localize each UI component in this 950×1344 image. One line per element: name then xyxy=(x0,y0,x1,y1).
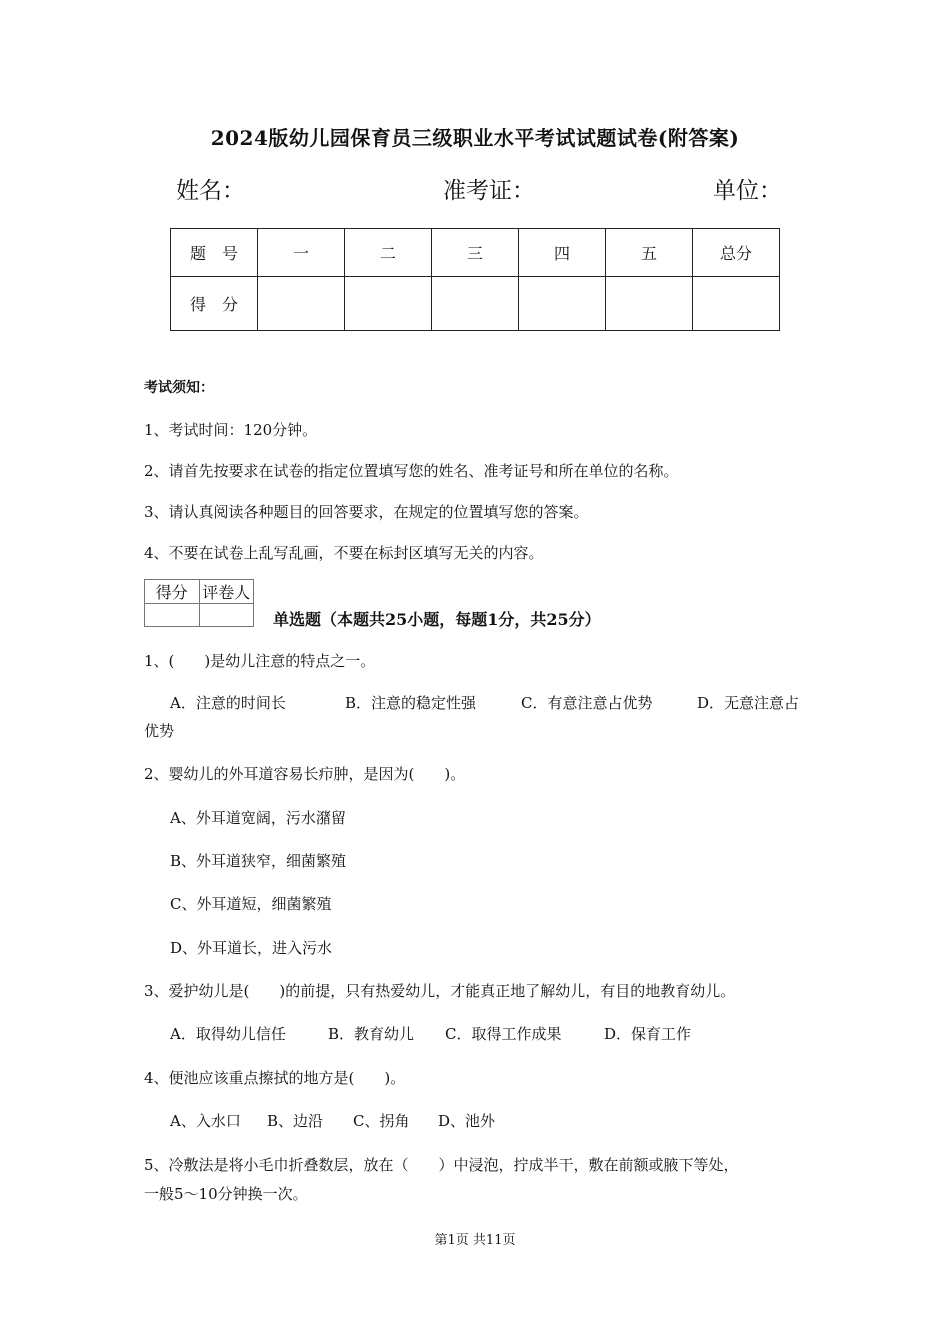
score-table-header-cell: 总分 xyxy=(693,229,780,277)
page-footer: 第1页 共11页 xyxy=(434,1233,516,1248)
document-title: 2024版幼儿园保育员三级职业水平考试试题试卷(附答案) xyxy=(210,126,740,150)
section-title: 单选题（本题共25小题，每题1分，共25分） xyxy=(273,610,601,629)
question-option-continuation: 优势 xyxy=(144,722,175,740)
grader-box-score-label: 得分 xyxy=(145,580,200,604)
score-table-score-row xyxy=(171,277,780,331)
score-cell xyxy=(519,277,606,331)
score-table-header-cell: 二 xyxy=(345,229,432,277)
score-table-header-cell: 五 xyxy=(606,229,693,277)
notice-item: 3、请认真阅读各种题目的回答要求，在规定的位置填写您的答案。 xyxy=(144,503,589,521)
score-cell xyxy=(606,277,693,331)
grader-box xyxy=(144,579,254,627)
question-option: A、入水口 xyxy=(170,1112,241,1130)
score-table-row-label: 得 分 xyxy=(171,277,258,331)
question-option: B．教育幼儿 xyxy=(328,1025,415,1043)
score-table-header-cell: 四 xyxy=(519,229,606,277)
grader-box-score-cell xyxy=(145,604,200,627)
question-option: A、外耳道宽阔，污水潴留 xyxy=(170,809,346,827)
question-stem: 3、爱护幼儿是( )的前提，只有热爱幼儿，才能真正地了解幼儿，有目的地教育幼儿。 xyxy=(144,982,736,1000)
score-cell xyxy=(432,277,519,331)
score-table-header-cell: 一 xyxy=(258,229,345,277)
notice-item: 2、请首先按要求在试卷的指定位置填写您的姓名、准考证号和所在单位的名称。 xyxy=(144,462,679,480)
question-stem: 5、冷敷法是将小毛巾折叠数层，放在（ ）中浸泡，拧成半干，敷在前额或腋下等处， xyxy=(144,1156,739,1174)
question-option: A．注意的时间长 xyxy=(170,694,286,712)
question-option: D．无意注意占 xyxy=(697,694,800,712)
score-cell xyxy=(345,277,432,331)
score-cell xyxy=(693,277,780,331)
question-option: B、外耳道狭窄，细菌繁殖 xyxy=(170,852,347,870)
question-stem-continuation: 一般5～10分钟换一次。 xyxy=(144,1185,308,1203)
score-table-header-row xyxy=(171,229,780,277)
score-cell xyxy=(258,277,345,331)
notice-heading: 考试须知： xyxy=(144,380,214,396)
name-field-label: 姓名： xyxy=(176,178,245,204)
question-option: D、池外 xyxy=(438,1112,496,1130)
grader-box-grader-cell xyxy=(199,604,254,627)
question-option: C．取得工作成果 xyxy=(445,1025,562,1043)
score-table xyxy=(170,228,780,331)
exam-id-field-label: 准考证： xyxy=(443,178,535,204)
question-stem: 2、婴幼儿的外耳道容易长疖肿，是因为( )。 xyxy=(144,765,466,783)
question-option: A．取得幼儿信任 xyxy=(170,1025,286,1043)
question-stem: 1、( )是幼儿注意的特点之一。 xyxy=(144,652,376,670)
question-option: C、外耳道短，细菌繁殖 xyxy=(170,895,332,913)
score-table-header-cell: 三 xyxy=(432,229,519,277)
unit-field-label: 单位： xyxy=(713,178,782,204)
question-option: D．保育工作 xyxy=(604,1025,692,1043)
score-table-header-label: 题 号 xyxy=(171,229,258,277)
question-option: B、边沿 xyxy=(267,1112,324,1130)
notice-item: 4、不要在试卷上乱写乱画，不要在标封区填写无关的内容。 xyxy=(144,544,544,562)
question-option: C、拐角 xyxy=(353,1112,410,1130)
question-option: B．注意的稳定性强 xyxy=(345,694,477,712)
notice-item: 1、考试时间：120分钟。 xyxy=(144,421,318,439)
grader-box-grader-label: 评卷人 xyxy=(199,580,254,604)
question-stem: 4、便池应该重点擦拭的地方是( )。 xyxy=(144,1069,406,1087)
question-option: D、外耳道长，进入污水 xyxy=(170,939,333,957)
question-option: C．有意注意占优势 xyxy=(521,694,653,712)
